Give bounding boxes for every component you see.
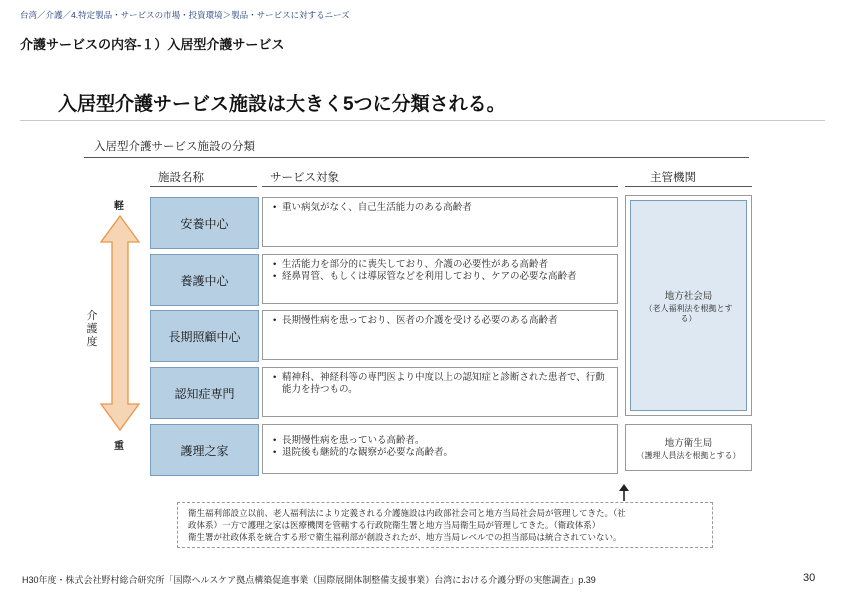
service-cell: • 重い病気がなく、自己生活能力のある高齢者: [262, 197, 618, 247]
header-divider: [20, 120, 825, 121]
authority-hygiene-name: 地方衛生局: [664, 437, 713, 449]
note-box: [177, 502, 713, 548]
care-level-double-arrow-icon: [99, 214, 141, 432]
note-line: 政体系）一方で護理之家は医療機関を管轄する行政院衛生署と地方当局衛生局が管理してきた。（衛政体系）: [188, 520, 601, 530]
service-cell: • 精神科、神経科等の専門医より中度以上の認知症と診断された患者で、行動能力を持つもの。: [262, 367, 618, 417]
service-item: 退院後も継続的な観察が必要な高齢者。: [282, 446, 454, 458]
service-cell: • 長期慢性病を患っている高齢者。 • 退院後も継続的な観察が必要な高齢者。: [262, 424, 618, 474]
column-header-authority: 主管機関: [650, 172, 696, 184]
facility-long-term-care: 長期照顧中心: [150, 310, 259, 362]
scale-light-label: 軽: [114, 201, 124, 212]
service-cell: • 生活能力を部分的に喪失しており、介護の必要性がある高齢者 • 経鼻胃管、もしくは導尿管などを利用しており、ケアの必要な高齢者: [262, 254, 618, 304]
note-line: 衛生福利部設立以前、老人福利法により定義される介護施設は内政部社会司と地方当局社会局が管理してきた。（社: [188, 508, 626, 518]
figure-title-rule: [84, 157, 749, 158]
column-header-facility: 施設名称: [158, 172, 204, 184]
column-underline-service: [262, 186, 618, 187]
arrow-up-icon: [617, 484, 631, 502]
authority-social-inner: [630, 200, 747, 411]
footer-source: H30年度・株式会社野村総合研究所「国際ヘルスケア拠点構築促進事業（国際展開体制整備支援事業）台湾における介護分野の実態調査」p.39: [22, 575, 596, 585]
column-underline-facility: [150, 186, 257, 187]
section-title: 介護サービスの内容-１）入居型介護サービス: [20, 37, 285, 52]
note-line: 衛生署が社政体系を統合する形で衛生福利部が創設されたが、地方当局レベルでの担当部局は統合されていない。: [188, 532, 622, 542]
figure-title: 入居型介護サービス施設の分類: [94, 141, 255, 153]
authority-hygiene-basis: （護理人員法を根拠とする）: [636, 450, 741, 460]
facility-yanghu: 養護中心: [150, 254, 259, 306]
care-level-label: 介 護 度: [86, 310, 98, 348]
service-cell: • 長期慢性病を患っており、医者の介護を受ける必要のある高齢者: [262, 310, 618, 360]
service-item: 重い病気がなく、自己生活能力のある高齢者: [282, 202, 472, 213]
facility-dementia: 認知症専門: [150, 367, 259, 419]
scale-heavy-label: 重: [114, 441, 124, 452]
column-header-service: サービス対象: [270, 172, 339, 184]
service-item: 精神科、神経科等の専門医より中度以上の認知症と診断された患者で、行動能力を持つもの。: [282, 372, 605, 395]
service-item: 長期慢性病を患っており、医者の介護を受ける必要のある高齢者: [282, 315, 558, 326]
service-item: 経鼻胃管、もしくは導尿管などを利用しており、ケアの必要な高齢者: [282, 270, 577, 282]
facility-anyang: 安養中心: [150, 197, 259, 249]
authority-hygiene-box: [625, 424, 752, 471]
authority-social-basis: （老人福利法を根拠とする）: [644, 303, 733, 323]
service-item: 長期慢性病を患っている高齢者。: [282, 435, 425, 446]
breadcrumb: 台湾／介護／4.特定製品・サービスの市場・投資環境＞製品・サービスに対するニーズ: [20, 10, 350, 20]
page-headline: 入居型介護サービス施設は大きく5つに分類される。: [58, 94, 506, 115]
service-item: 生活能力を部分的に喪失しており、介護の必要性がある高齢者: [282, 259, 549, 270]
page-number: 30: [803, 572, 816, 584]
authority-social-box: [625, 195, 752, 416]
authority-social-name: 地方社会局: [664, 290, 713, 302]
column-underline-authority: [625, 186, 752, 187]
facility-nursing-home: 護理之家: [150, 424, 259, 476]
